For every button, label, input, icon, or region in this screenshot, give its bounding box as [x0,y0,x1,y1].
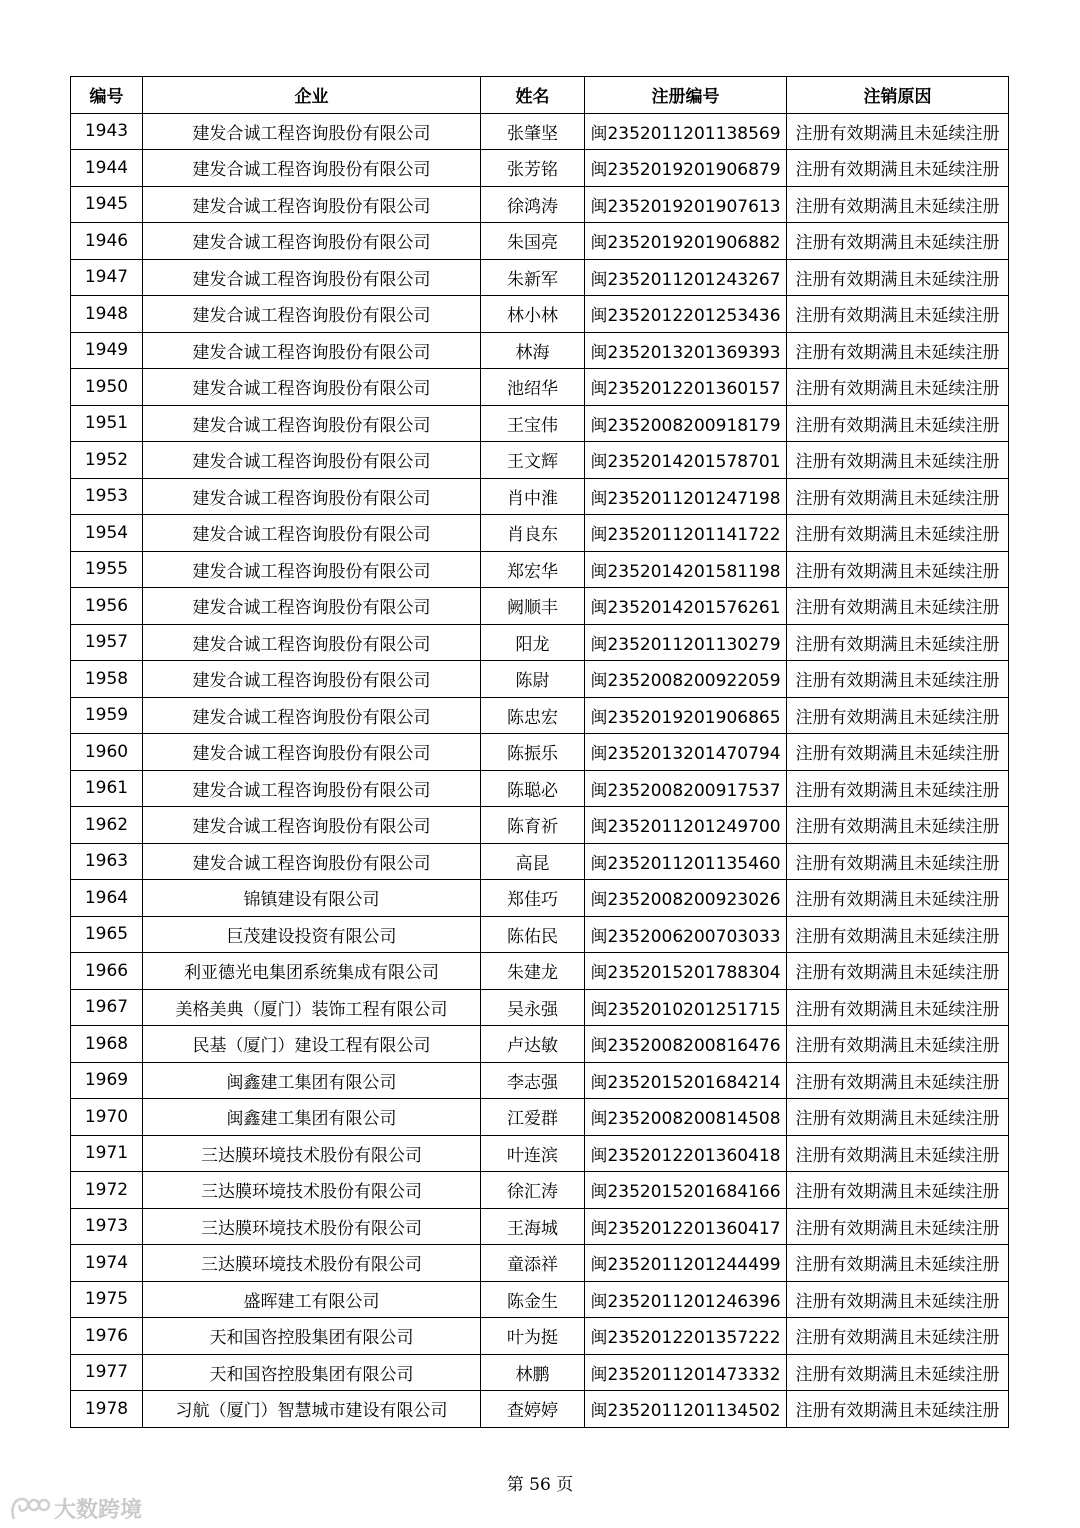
cell-name: 张肇坚 [481,113,585,150]
cell-number: 1972 [71,1172,143,1209]
cell-cancel-reason: 注册有效期满且未延续注册 [787,880,1009,917]
cell-number: 1960 [71,734,143,771]
cell-name: 郑佳巧 [481,880,585,917]
cell-name: 陈尉 [481,661,585,698]
header-registration-number: 注册编号 [585,77,787,114]
table-row [71,1281,1009,1318]
cell-company: 巨茂建设投资有限公司 [143,916,481,953]
cell-company: 建发合诚工程咨询股份有限公司 [143,807,481,844]
cell-cancel-reason: 注册有效期满且未延续注册 [787,1318,1009,1355]
cell-number: 1969 [71,1062,143,1099]
cell-name: 童添祥 [481,1245,585,1282]
cell-number: 1973 [71,1208,143,1245]
cell-number: 1946 [71,223,143,260]
cell-number: 1974 [71,1245,143,1282]
cell-number: 1948 [71,296,143,333]
watermark-text: 大数跨境 [54,1497,143,1523]
table-row [71,405,1009,442]
table-row [71,1354,1009,1391]
table-row [71,1391,1009,1428]
table-row [71,332,1009,369]
cell-number: 1976 [71,1318,143,1355]
cell-registration-number: 闽2352013201470794 [585,734,787,771]
table-row [71,953,1009,990]
cell-company: 民基（厦门）建设工程有限公司 [143,1026,481,1063]
cell-name: 卢达敏 [481,1026,585,1063]
cell-company: 建发合诚工程咨询股份有限公司 [143,332,481,369]
cell-company: 美格美典（厦门）装饰工程有限公司 [143,989,481,1026]
table-row [71,442,1009,479]
cell-cancel-reason: 注册有效期满且未延续注册 [787,843,1009,880]
cell-name: 叶连滨 [481,1135,585,1172]
cell-number: 1961 [71,770,143,807]
cell-number: 1968 [71,1026,143,1063]
table-row [71,1172,1009,1209]
table-row [71,1099,1009,1136]
cell-cancel-reason: 注册有效期满且未延续注册 [787,478,1009,515]
cell-company: 闽鑫建工集团有限公司 [143,1062,481,1099]
cell-company: 天和国咨控股集团有限公司 [143,1318,481,1355]
cell-name: 王海城 [481,1208,585,1245]
cell-cancel-reason: 注册有效期满且未延续注册 [787,186,1009,223]
table-row [71,369,1009,406]
cell-registration-number: 闽2352012201357222 [585,1318,787,1355]
cell-name: 吴永强 [481,989,585,1026]
cell-name: 肖中淮 [481,478,585,515]
cell-name: 林鹏 [481,1354,585,1391]
cell-cancel-reason: 注册有效期满且未延续注册 [787,369,1009,406]
cell-company: 建发合诚工程咨询股份有限公司 [143,624,481,661]
page-number: 第 56 页 [506,1475,574,1495]
cell-name: 陈聪必 [481,770,585,807]
cell-registration-number: 闽2352019201906879 [585,150,787,187]
cell-registration-number: 闽2352008200922059 [585,661,787,698]
cell-registration-number: 闽2352012201253436 [585,296,787,333]
cell-company: 建发合诚工程咨询股份有限公司 [143,259,481,296]
cell-registration-number: 闽2352011201141722 [585,515,787,552]
cell-cancel-reason: 注册有效期满且未延续注册 [787,442,1009,479]
cell-company: 建发合诚工程咨询股份有限公司 [143,843,481,880]
cell-company: 利亚德光电集团系统集成有限公司 [143,953,481,990]
cell-company: 建发合诚工程咨询股份有限公司 [143,369,481,406]
table-row [71,989,1009,1026]
header-cancel-reason: 注销原因 [787,77,1009,114]
cell-company: 建发合诚工程咨询股份有限公司 [143,405,481,442]
table-row [71,1026,1009,1063]
cell-name: 李志强 [481,1062,585,1099]
cell-name: 叶为挺 [481,1318,585,1355]
cell-number: 1964 [71,880,143,917]
table-row [71,624,1009,661]
cell-registration-number: 闽2352019201906865 [585,697,787,734]
cell-number: 1955 [71,551,143,588]
cell-name: 阳龙 [481,624,585,661]
cell-name: 王文辉 [481,442,585,479]
cell-cancel-reason: 注册有效期满且未延续注册 [787,588,1009,625]
cell-cancel-reason: 注册有效期满且未延续注册 [787,734,1009,771]
cell-cancel-reason: 注册有效期满且未延续注册 [787,1062,1009,1099]
cell-number: 1953 [71,478,143,515]
cell-registration-number: 闽2352011201134502 [585,1391,787,1428]
cell-registration-number: 闽2352008200923026 [585,880,787,917]
cell-number: 1947 [71,259,143,296]
cell-name: 郑宏华 [481,551,585,588]
cell-company: 建发合诚工程咨询股份有限公司 [143,588,481,625]
cell-name: 林小林 [481,296,585,333]
cell-name: 陈振乐 [481,734,585,771]
cell-number: 1967 [71,989,143,1026]
cell-company: 盛晖建工有限公司 [143,1281,481,1318]
cell-company: 三达膜环境技术股份有限公司 [143,1135,481,1172]
cell-name: 阙顺丰 [481,588,585,625]
cell-name: 陈忠宏 [481,697,585,734]
cell-company: 三达膜环境技术股份有限公司 [143,1172,481,1209]
cell-name: 高昆 [481,843,585,880]
cell-company: 天和国咨控股集团有限公司 [143,1354,481,1391]
header-company: 企业 [143,77,481,114]
watermark-logo-icon [8,1493,50,1523]
cell-cancel-reason: 注册有效期满且未延续注册 [787,150,1009,187]
cell-number: 1978 [71,1391,143,1428]
cell-number: 1945 [71,186,143,223]
cell-number: 1975 [71,1281,143,1318]
cell-registration-number: 闽2352011201135460 [585,843,787,880]
cell-number: 1956 [71,588,143,625]
cell-name: 林海 [481,332,585,369]
header-number: 编号 [71,77,143,114]
cell-registration-number: 闽2352011201138569 [585,113,787,150]
registration-table [70,76,1009,1428]
registration-table-container [70,76,1008,1428]
cell-number: 1949 [71,332,143,369]
table-row [71,880,1009,917]
cell-registration-number: 闽2352006200703033 [585,916,787,953]
table-row [71,697,1009,734]
cell-name: 朱国亮 [481,223,585,260]
cell-cancel-reason: 注册有效期满且未延续注册 [787,551,1009,588]
cell-number: 1958 [71,661,143,698]
table-row [71,186,1009,223]
watermark [8,1490,142,1526]
table-row [71,843,1009,880]
cell-cancel-reason: 注册有效期满且未延续注册 [787,1245,1009,1282]
cell-company: 建发合诚工程咨询股份有限公司 [143,697,481,734]
table-row [71,296,1009,333]
cell-company: 习航（厦门）智慧城市建设有限公司 [143,1391,481,1428]
cell-registration-number: 闽2352010201251715 [585,989,787,1026]
cell-company: 建发合诚工程咨询股份有限公司 [143,223,481,260]
cell-cancel-reason: 注册有效期满且未延续注册 [787,1281,1009,1318]
cell-registration-number: 闽2352011201473332 [585,1354,787,1391]
cell-company: 建发合诚工程咨询股份有限公司 [143,186,481,223]
cell-name: 陈金生 [481,1281,585,1318]
cell-name: 徐汇涛 [481,1172,585,1209]
cell-name: 陈佑民 [481,916,585,953]
cell-cancel-reason: 注册有效期满且未延续注册 [787,259,1009,296]
cell-number: 1950 [71,369,143,406]
cell-name: 江爱群 [481,1099,585,1136]
cell-registration-number: 闽2352012201360417 [585,1208,787,1245]
cell-number: 1954 [71,515,143,552]
cell-number: 1957 [71,624,143,661]
cell-name: 肖良东 [481,515,585,552]
table-body [71,113,1009,1427]
cell-number: 1970 [71,1099,143,1136]
cell-cancel-reason: 注册有效期满且未延续注册 [787,515,1009,552]
cell-cancel-reason: 注册有效期满且未延续注册 [787,697,1009,734]
cell-cancel-reason: 注册有效期满且未延续注册 [787,1391,1009,1428]
cell-number: 1959 [71,697,143,734]
cell-company: 锦镇建设有限公司 [143,880,481,917]
cell-registration-number: 闽2352008200816476 [585,1026,787,1063]
table-row [71,807,1009,844]
cell-registration-number: 闽2352011201130279 [585,624,787,661]
cell-number: 1965 [71,916,143,953]
cell-registration-number: 闽2352008200918179 [585,405,787,442]
cell-number: 1963 [71,843,143,880]
cell-number: 1944 [71,150,143,187]
table-row [71,551,1009,588]
cell-cancel-reason: 注册有效期满且未延续注册 [787,1208,1009,1245]
cell-name: 张芳铭 [481,150,585,187]
cell-registration-number: 闽2352011201249700 [585,807,787,844]
cell-company: 建发合诚工程咨询股份有限公司 [143,515,481,552]
cell-cancel-reason: 注册有效期满且未延续注册 [787,807,1009,844]
cell-registration-number: 闽2352014201576261 [585,588,787,625]
cell-company: 闽鑫建工集团有限公司 [143,1099,481,1136]
table-row [71,259,1009,296]
cell-cancel-reason: 注册有效期满且未延续注册 [787,624,1009,661]
cell-company: 建发合诚工程咨询股份有限公司 [143,150,481,187]
cell-cancel-reason: 注册有效期满且未延续注册 [787,1354,1009,1391]
cell-registration-number: 闽2352008200814508 [585,1099,787,1136]
cell-registration-number: 闽2352008200917537 [585,770,787,807]
cell-registration-number: 闽2352011201247198 [585,478,787,515]
table-row [71,588,1009,625]
cell-cancel-reason: 注册有效期满且未延续注册 [787,989,1009,1026]
table-header-row [71,77,1009,114]
cell-cancel-reason: 注册有效期满且未延续注册 [787,916,1009,953]
cell-company: 建发合诚工程咨询股份有限公司 [143,478,481,515]
cell-cancel-reason: 注册有效期满且未延续注册 [787,770,1009,807]
cell-number: 1951 [71,405,143,442]
cell-cancel-reason: 注册有效期满且未延续注册 [787,113,1009,150]
table-row [71,150,1009,187]
cell-name: 陈育祈 [481,807,585,844]
table-row [71,113,1009,150]
cell-number: 1971 [71,1135,143,1172]
table-row [71,1245,1009,1282]
table-row [71,1318,1009,1355]
cell-company: 三达膜环境技术股份有限公司 [143,1245,481,1282]
table-row [71,515,1009,552]
header-name: 姓名 [481,77,585,114]
cell-company: 建发合诚工程咨询股份有限公司 [143,296,481,333]
cell-cancel-reason: 注册有效期满且未延续注册 [787,1026,1009,1063]
table-row [71,1062,1009,1099]
cell-cancel-reason: 注册有效期满且未延续注册 [787,1172,1009,1209]
cell-company: 三达膜环境技术股份有限公司 [143,1208,481,1245]
table-row [71,1135,1009,1172]
cell-number: 1977 [71,1354,143,1391]
cell-cancel-reason: 注册有效期满且未延续注册 [787,953,1009,990]
cell-registration-number: 闽2352015201788304 [585,953,787,990]
cell-registration-number: 闽2352014201578701 [585,442,787,479]
cell-company: 建发合诚工程咨询股份有限公司 [143,113,481,150]
cell-registration-number: 闽2352019201906882 [585,223,787,260]
cell-name: 查婷婷 [481,1391,585,1428]
cell-registration-number: 闽2352019201907613 [585,186,787,223]
cell-number: 1943 [71,113,143,150]
cell-number: 1966 [71,953,143,990]
cell-registration-number: 闽2352011201246396 [585,1281,787,1318]
cell-registration-number: 闽2352012201360418 [585,1135,787,1172]
cell-name: 徐鸿涛 [481,186,585,223]
cell-registration-number: 闽2352012201360157 [585,369,787,406]
table-row [71,661,1009,698]
cell-cancel-reason: 注册有效期满且未延续注册 [787,1135,1009,1172]
cell-company: 建发合诚工程咨询股份有限公司 [143,661,481,698]
cell-registration-number: 闽2352014201581198 [585,551,787,588]
cell-company: 建发合诚工程咨询股份有限公司 [143,551,481,588]
table-row [71,1208,1009,1245]
cell-cancel-reason: 注册有效期满且未延续注册 [787,661,1009,698]
cell-company: 建发合诚工程咨询股份有限公司 [143,734,481,771]
cell-cancel-reason: 注册有效期满且未延续注册 [787,296,1009,333]
cell-registration-number: 闽2352015201684166 [585,1172,787,1209]
table-row [71,478,1009,515]
cell-registration-number: 闽2352011201244499 [585,1245,787,1282]
table-row [71,770,1009,807]
cell-registration-number: 闽2352011201243267 [585,259,787,296]
table-row [71,916,1009,953]
cell-name: 池绍华 [481,369,585,406]
cell-cancel-reason: 注册有效期满且未延续注册 [787,1099,1009,1136]
cell-name: 朱建龙 [481,953,585,990]
cell-registration-number: 闽2352015201684214 [585,1062,787,1099]
cell-number: 1952 [71,442,143,479]
cell-name: 王宝伟 [481,405,585,442]
table-row [71,223,1009,260]
cell-name: 朱新军 [481,259,585,296]
cell-cancel-reason: 注册有效期满且未延续注册 [787,223,1009,260]
cell-registration-number: 闽2352013201369393 [585,332,787,369]
cell-company: 建发合诚工程咨询股份有限公司 [143,442,481,479]
cell-cancel-reason: 注册有效期满且未延续注册 [787,332,1009,369]
cell-cancel-reason: 注册有效期满且未延续注册 [787,405,1009,442]
table-row [71,734,1009,771]
cell-company: 建发合诚工程咨询股份有限公司 [143,770,481,807]
cell-number: 1962 [71,807,143,844]
